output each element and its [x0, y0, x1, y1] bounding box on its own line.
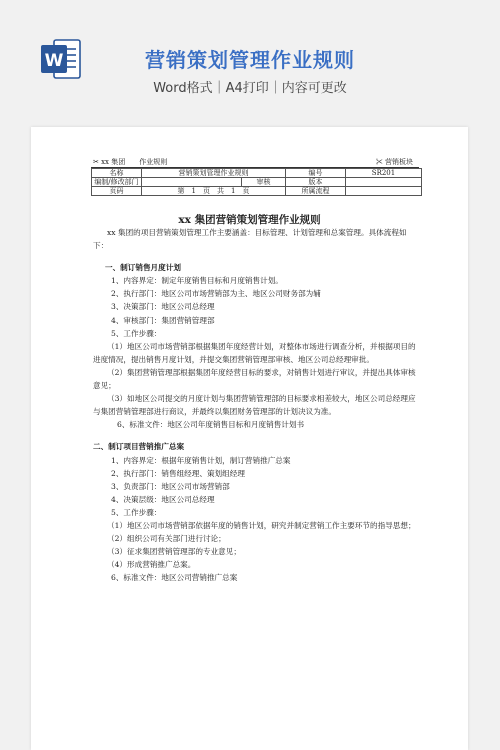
table-cell: 营销策划管理作业规则: [142, 169, 286, 178]
table-cell: 编号: [286, 169, 346, 178]
list-item: 4、决策层级：地区公司总经理: [111, 494, 215, 504]
table-row: [92, 187, 422, 196]
table-cell: [142, 178, 242, 187]
step-paragraph: （2）组织公司有关部门进行讨论；: [107, 534, 226, 544]
top-banner: [0, 0, 500, 118]
step-paragraph: （2）集团营销管理部根据集团年度经营目标的要求，对销售计划进行审议，并提出具体审核意见；: [93, 367, 416, 391]
intro-paragraph: xx 集团的项目营销策划管理工作主要涵盖：目标管理、计划管理和总案管理。具体流程如下：: [93, 228, 407, 251]
banner-subtitle: Word格式｜A4打印｜内容可更改: [153, 81, 347, 96]
list-item: 1、内容界定：根据年度销售计划，制订营销推广总案: [111, 455, 291, 465]
banner-title: 营销策划管理作业规则: [145, 48, 355, 72]
table-cell: 审核: [242, 178, 286, 187]
table-cell: 编制/修改部门: [92, 178, 142, 187]
document-page: [31, 127, 468, 750]
table-cell: SR201: [346, 169, 422, 178]
table-cell: 第 1 页 共 1 页: [142, 187, 286, 196]
table-cell: [346, 187, 422, 196]
table-row: [92, 178, 422, 187]
table-cell: 所属流程: [286, 187, 346, 196]
list-item: 6、标准文件：地区公司营销推广总案: [111, 573, 238, 583]
list-item: 3、决策部门：地区公司总经理: [111, 302, 215, 312]
step-paragraph: （3）如地区公司提交的月度计划与集团营销管理部的目标要求相差较大，地区公司总经理应与集团营销管理部进行商议，并最终以集团财务管理部的计划决议为准。: [93, 394, 416, 417]
scissors-icon: ✂: [93, 158, 99, 166]
step-paragraph: （4）形成营销推广总案。: [107, 560, 196, 570]
section-heading: 一、制订销售月度计划: [105, 263, 181, 273]
table-cell: [346, 178, 422, 187]
table-cell: 名称: [92, 169, 142, 178]
list-item: 5、工作步骤：: [111, 328, 162, 338]
list-item: 4、审核部门：集团营销管理部: [111, 315, 215, 325]
list-item: 3、负责部门：地区公司市场营销部: [111, 481, 230, 491]
step-paragraph: （3）征求集团营销管理部的专业意见；: [107, 547, 241, 557]
header-left-text: ✂ xx 集团 作业规则: [93, 158, 168, 166]
document-body: [93, 226, 419, 584]
list-item: 2、执行部门：地区公司市场营销部为主、地区公司财务部为辅: [111, 289, 321, 299]
section-heading: 二、制订项目营销推广总案: [93, 442, 185, 452]
header-right-text: ✂ 营销板块: [375, 158, 413, 166]
scissors-icon: ✂: [375, 158, 383, 166]
word-icon-letter: W: [44, 51, 64, 71]
list-item: 5、工作步骤：: [111, 507, 162, 517]
step-paragraph: （1）地区公司市场营销部依据年度的销售计划，研究并制定营销工作主要环节的指导思想；: [107, 520, 416, 530]
list-item: 1、内容界定：制定年度销售目标和月度销售计划。: [111, 276, 283, 286]
document-title: xx 集团营销策划管理作业规则: [178, 214, 321, 226]
document-header: [91, 157, 419, 168]
list-item: 2、执行部门：销售组经理、策划组经理: [111, 468, 245, 478]
table-cell: 版本: [286, 178, 346, 187]
meta-table: [91, 168, 422, 196]
step-paragraph: （1）地区公司市场营销部根据集团年度经营计划，对整体市场进行调查分析，并根据项目的进度情况，提出销售月度计划，并提交集团营销管理部审核、地区公司总经理审批。: [93, 341, 416, 364]
table-row: [92, 169, 422, 178]
table-cell: 页码: [92, 187, 142, 196]
list-item: 6、标准文件：地区公司年度销售目标和月度销售计划书: [117, 420, 305, 430]
